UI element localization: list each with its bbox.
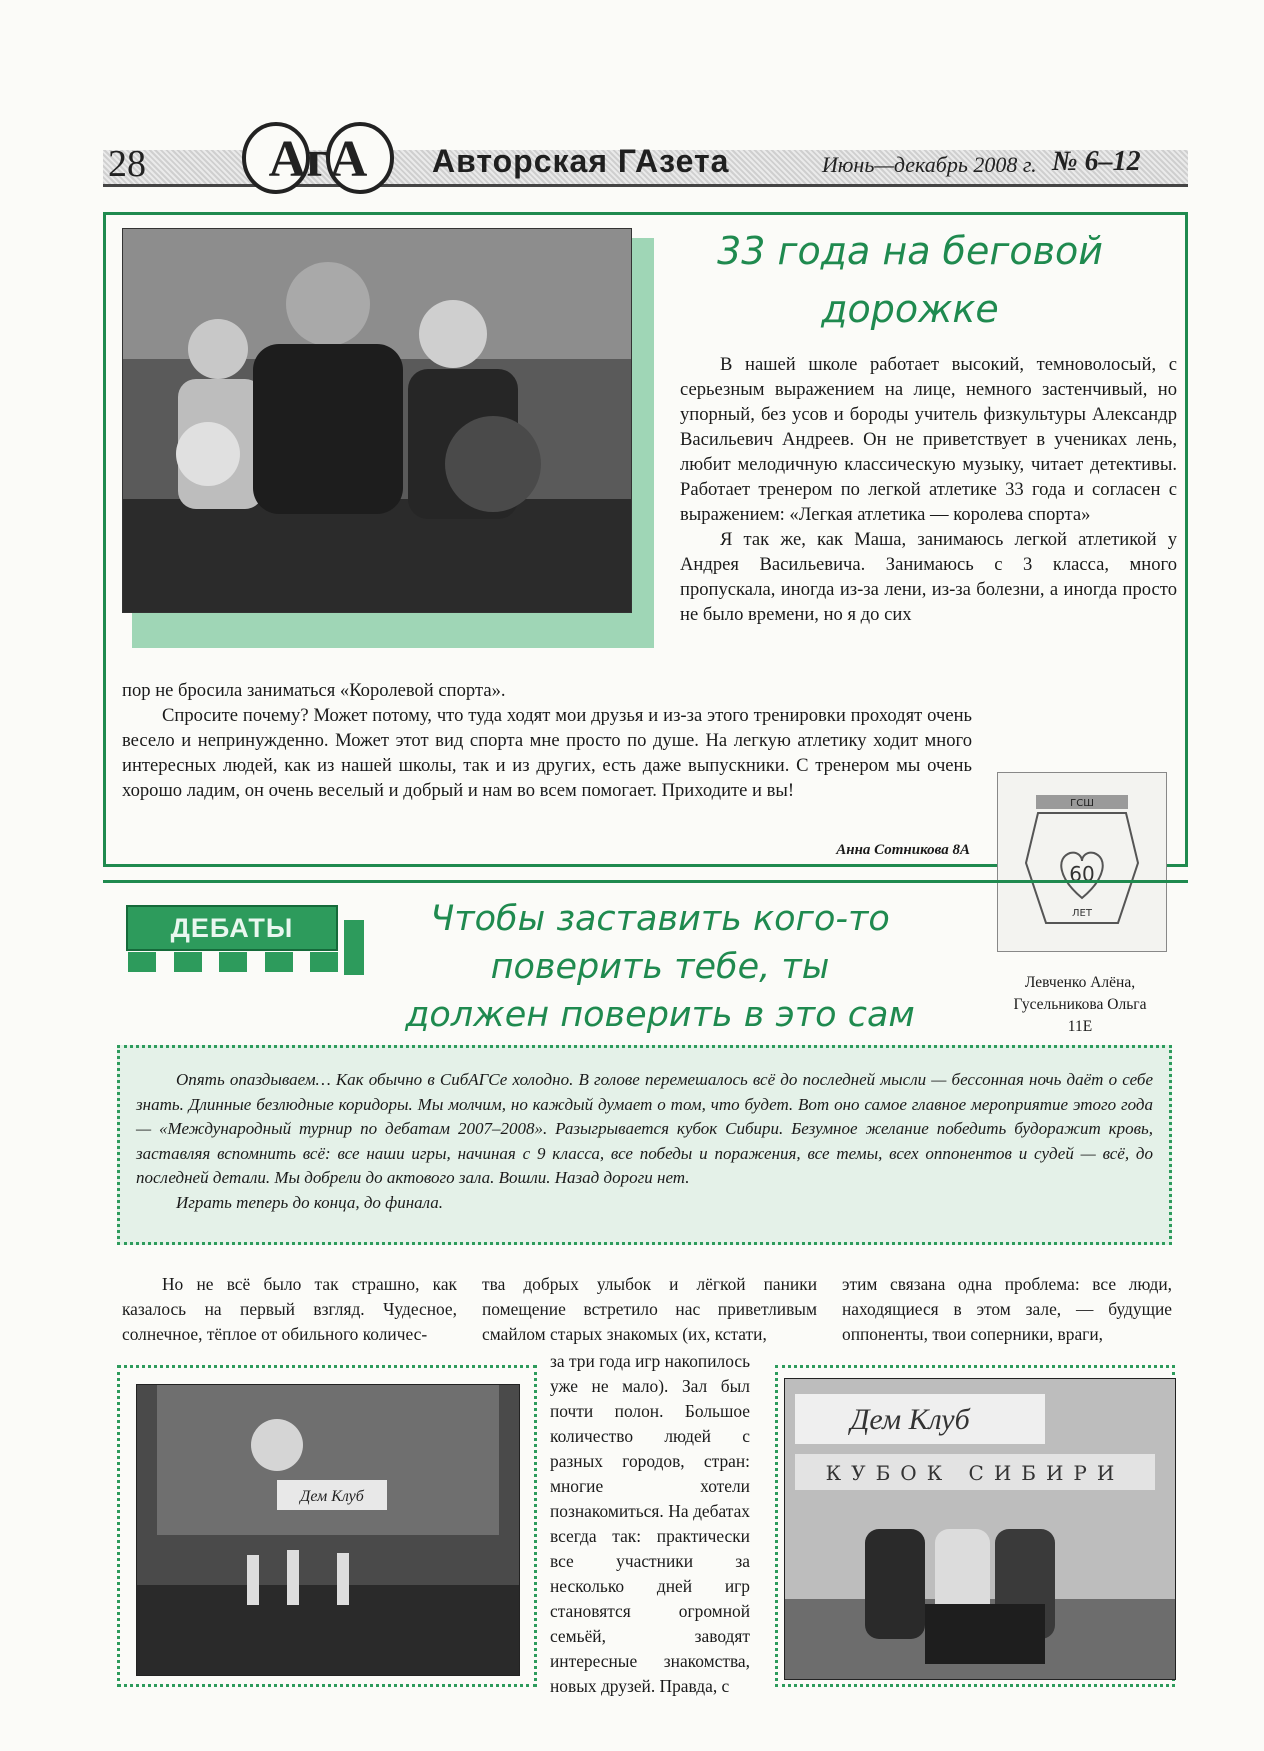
teacher-photo (122, 228, 632, 613)
issue-number: № 6–12 (1052, 146, 1141, 177)
article1-paragraph-2-cont: пор не бросила заниматься «Королевой спорта». (122, 680, 506, 701)
article2-title-line2: поверить тебе, ты (490, 947, 830, 987)
article2-column-2-top (482, 1272, 817, 1347)
article1-paragraph-1: В нашей школе работает высокий, темноволосый, с серьезным выражением на лице, немного застенчивый, но упорный, без усов и бороды учитель физкультуры Александр Васильевич Андреев. Он не приветствует в учениках лень, любит мелодичную классическую музыку, читает детективы. Работает тренером по легкой атлетике 33 года и согласен с выражением: «Легкая атлетика — королева спорта» (680, 354, 1177, 525)
author-line-2: Гусельникова Ольга (1013, 996, 1147, 1013)
logo-text: АгА (268, 131, 368, 188)
column-2-bottom-text: за три года игр накопилось уже не мало). Зал был почти полон. Большое количество людей с разных городов, стран: многие хотели познакомиться. На дебатах всегда так: практически все участники за несколько дней игр становятся огромной семьёй, заводят интересные знакомства, новых друзей. Правда, с (550, 1351, 750, 1696)
article2-authors (985, 972, 1175, 1038)
rubric-decoration (128, 952, 338, 972)
article2-title-line3: должен поверить в это сам (405, 995, 915, 1035)
debate-hall-image (137, 1385, 519, 1675)
article1-paragraph-3: Спросите почему? Может потому, что туда ходят мои друзья и из-за этого тренировки проходят очень весело и непринужденно. Может этот вид спорта мне просто по душе. На легкую атлетику ходит много интересных людей, как из нашей школы, так и из других, есть даже выпускники. С тренером мы очень хорошо ладим, он очень веселый и добрый и нам во всем помогает. Приходите и вы! (122, 705, 972, 801)
emblem-label-bottom: ЛЕТ (1072, 908, 1092, 919)
article2-column-3 (842, 1272, 1172, 1347)
article1-paragraph-3-wrap (122, 703, 972, 803)
newspaper-logo (238, 118, 398, 194)
column-2-top-text: тва добрых улыбок и лёгкой паники помещение встретило нас приветливым смайлом старых знакомых (их, кстати, (482, 1274, 817, 1344)
author-line-3: 11Е (1067, 1018, 1093, 1035)
author-line-1: Левченко Алёна, (1024, 974, 1136, 991)
article1-column (680, 352, 1177, 627)
lead-paragraph-1: Опять опаздываем… Как обычно в СибАГСе холодно. В голове перемешалось всё до последней мысли — бессонная ночь даёт о себе знать. Длинные безлюдные коридоры. Мы молчим, но каждый думает о том, что будет. Вот оно самое главное мероприятие этого года — «Международный турнир по дебатам 2007–2008». Разыгрывается кубок Сибири. Безумное желание победить будоражит кровь, заставляя вспомнить всё: все наши игры, начиная с 9 класса, все победы и поражения, все темы, всех оппонентов и судей — всё, до последней детали. Мы добрели до актового зала. Вошли. Назад дороги нет. (136, 1070, 1153, 1187)
debate-hall-photo (136, 1384, 520, 1676)
masthead-title: Авторская ГАзета (432, 143, 730, 179)
article1-title-line2: дорожке (821, 287, 999, 331)
article2-title (360, 895, 960, 1039)
article2-column-1 (122, 1272, 457, 1347)
article1-title-line1: 33 года на беговой (717, 229, 1103, 273)
article1-title (640, 222, 1180, 338)
emblem-label-number: 60 (1069, 862, 1095, 886)
article1-author: Анна Сотникова 8А (836, 842, 970, 858)
award-photo (784, 1378, 1176, 1680)
article2-lead (117, 1045, 1172, 1245)
article1-paragraph-2: Я так же, как Маша, занимаюсь легкой атлетикой у Андрея Васильевича. Занимаюсь с 3 класса, много пропускала, иногда из-за лени, из-за болезни, а иногда просто не было времени, но я до сих (680, 529, 1177, 625)
article2-column-2-bottom (550, 1349, 750, 1699)
page-number: 28 (108, 143, 146, 185)
lead-paragraph-2: Играть теперь до конца, до финала. (176, 1192, 444, 1212)
column-1-text: Но не всё было так страшно, как казалось на первый взгляд. Чудесное, солнечное, тёплое от обильного количес- (122, 1274, 457, 1344)
emblem-label-top: ГСШ (1070, 798, 1094, 809)
photo3-letters: КУБОК СИБИРИ (825, 1461, 1125, 1485)
photo3-banner-text: Дем Клуб (850, 1403, 970, 1436)
article2-title-line1: Чтобы заставить кого-то (430, 899, 890, 939)
rubric-label: ДЕБАТЫ (126, 905, 338, 951)
issue-date: Июнь—декабрь 2008 г. (822, 152, 1037, 177)
award-image (785, 1379, 1175, 1679)
photo2-banner-text: Дем Клуб (300, 1488, 364, 1505)
teacher-photo-image (123, 229, 632, 613)
column-3-text: этим связана одна проблема: все люди, находящиеся в этом зале, — будущие оппоненты, твои соперники, враги, (842, 1274, 1172, 1344)
